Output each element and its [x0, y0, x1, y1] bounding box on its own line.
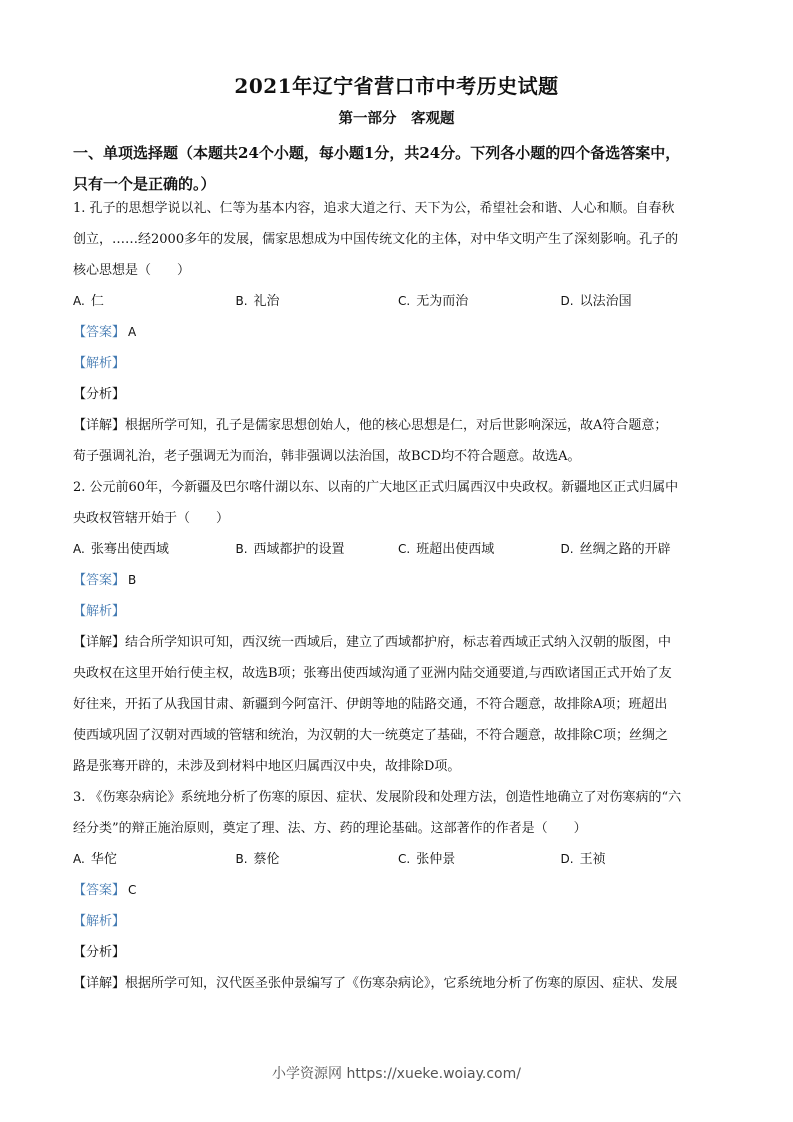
answer-label: 【答案】	[73, 573, 126, 588]
question-stem-line: 央政权管辖开始于（ ）	[73, 511, 230, 526]
watermark-footer: 小学资源网 https://xueke.woiay.com/	[272, 1066, 521, 1082]
question-stem-line: 经分类”的辩正施治原则，奠定了理、法、方、药的理论基础。这部著作的作者是（ ）	[73, 821, 587, 836]
detail-label: 【详解】	[73, 976, 126, 991]
question-stem-line: 3. 《伤寒杂病论》系统地分析了伤寒的原因、症状、发展阶段和处理方法，创造性地确立了对伤寒病的“六	[73, 790, 682, 805]
part-subtitle: 第一部分 客观题	[338, 110, 455, 127]
option-d: D. 王祯	[560, 852, 606, 867]
detail-label: 【详解】	[73, 635, 126, 650]
questions-body	[73, 193, 725, 999]
option-a: A. 张骞出使西域	[73, 542, 169, 557]
breakdown-label-line	[73, 379, 725, 410]
analysis-label: 【解析】	[73, 914, 126, 929]
answer-label: 【答案】	[73, 883, 126, 898]
detail-label: 【详解】	[73, 418, 126, 433]
question-1	[73, 193, 725, 472]
options-row	[73, 534, 725, 565]
detail-line: 【详解】根据所学可知，汉代医圣张仲景编写了《伤寒杂病论》，它系统地分析了伤寒的原因、症状、发展	[73, 976, 678, 991]
option-b: B. 西域都护的设置	[235, 542, 345, 557]
breakdown-label: 【分析】	[73, 945, 126, 960]
analysis-label: 【解析】	[73, 604, 126, 619]
question-stem-line: 2. 公元前60年，今新疆及巴尔喀什湖以东、以南的广大地区正式归属西汉中央政权。新疆地区正式归属中	[73, 480, 679, 495]
breakdown-label: 【分析】	[73, 387, 126, 402]
options-row	[73, 286, 725, 317]
question-2	[73, 472, 725, 782]
analysis-label: 【解析】	[73, 356, 126, 371]
option-a: A. 华佗	[73, 852, 117, 867]
answer-value: C	[128, 883, 137, 897]
analysis-label-line	[73, 348, 725, 379]
detail-line: 荀子强调礼治，老子强调无为而治，韩非强调以法治国，故BCD均不符合题意。故选A。	[73, 449, 581, 464]
option-b: B. 礼治	[235, 294, 280, 309]
answer-line	[73, 317, 725, 348]
option-c: C. 班超出使西域	[398, 542, 495, 557]
question-stem-line: 创立，……经2000多年的发展，儒家思想成为中国传统文化的主体，对中华文明产生了深刻影响。孔子的	[73, 232, 679, 247]
detail-line: 好往来，开拓了从我国甘肃、新疆到今阿富汗、伊朗等地的陆路交通，不符合题意，故排除A项；班超出	[73, 697, 668, 712]
option-b: B. 蔡伦	[235, 852, 280, 867]
analysis-label-line	[73, 906, 725, 937]
option-c: C. 无为而治	[398, 294, 469, 309]
section-header: 一、单项选择题（本题共24个小题，每小题1分，共24分。下列各小题的四个备选答案中， 只有一个是正确的。）	[73, 144, 681, 193]
answer-label: 【答案】	[73, 325, 126, 340]
answer-line	[73, 875, 725, 906]
page-title: 2021年辽宁省营口市中考历史试题	[234, 74, 559, 98]
detail-line: 使西域巩固了汉朝对西域的管辖和统治，为汉朝的大一统奠定了基础，不符合题意，故排除C项；丝绸之	[73, 728, 668, 743]
option-c: C. 张仲景	[398, 852, 456, 867]
detail-line: 路是张骞开辟的，未涉及到材料中地区归属西汉中央，故排除D项。	[73, 759, 461, 774]
answer-value: A	[128, 325, 137, 339]
breakdown-label-line	[73, 937, 725, 968]
question-3	[73, 782, 725, 999]
analysis-label-line	[73, 596, 725, 627]
question-stem-line: 1. 孔子的思想学说以礼、仁等为基本内容，追求大道之行、天下为公，希望社会和谐、人心和顺。自春秋	[73, 201, 675, 216]
detail-line: 【详解】结合所学知识可知，西汉统一西域后，建立了西域都护府，标志着西域正式纳入汉朝的版图，中	[73, 635, 672, 650]
answer-line	[73, 565, 725, 596]
options-row	[73, 844, 725, 875]
option-d: D. 以法治国	[560, 294, 632, 309]
question-stem-line: 核心思想是（ ）	[73, 263, 191, 278]
option-a: A. 仁	[73, 294, 104, 309]
option-d: D. 丝绸之路的开辟	[560, 542, 671, 557]
detail-line: 【详解】根据所学可知，孔子是儒家思想创始人，他的核心思想是仁，对后世影响深远，故A符合题意；	[73, 418, 668, 433]
answer-value: B	[128, 573, 137, 587]
detail-line: 央政权在这里开始行使主权，故选B项；张骞出使西域沟通了亚洲内陆交通要道,与西欧诸国正式开始了友	[73, 666, 672, 681]
